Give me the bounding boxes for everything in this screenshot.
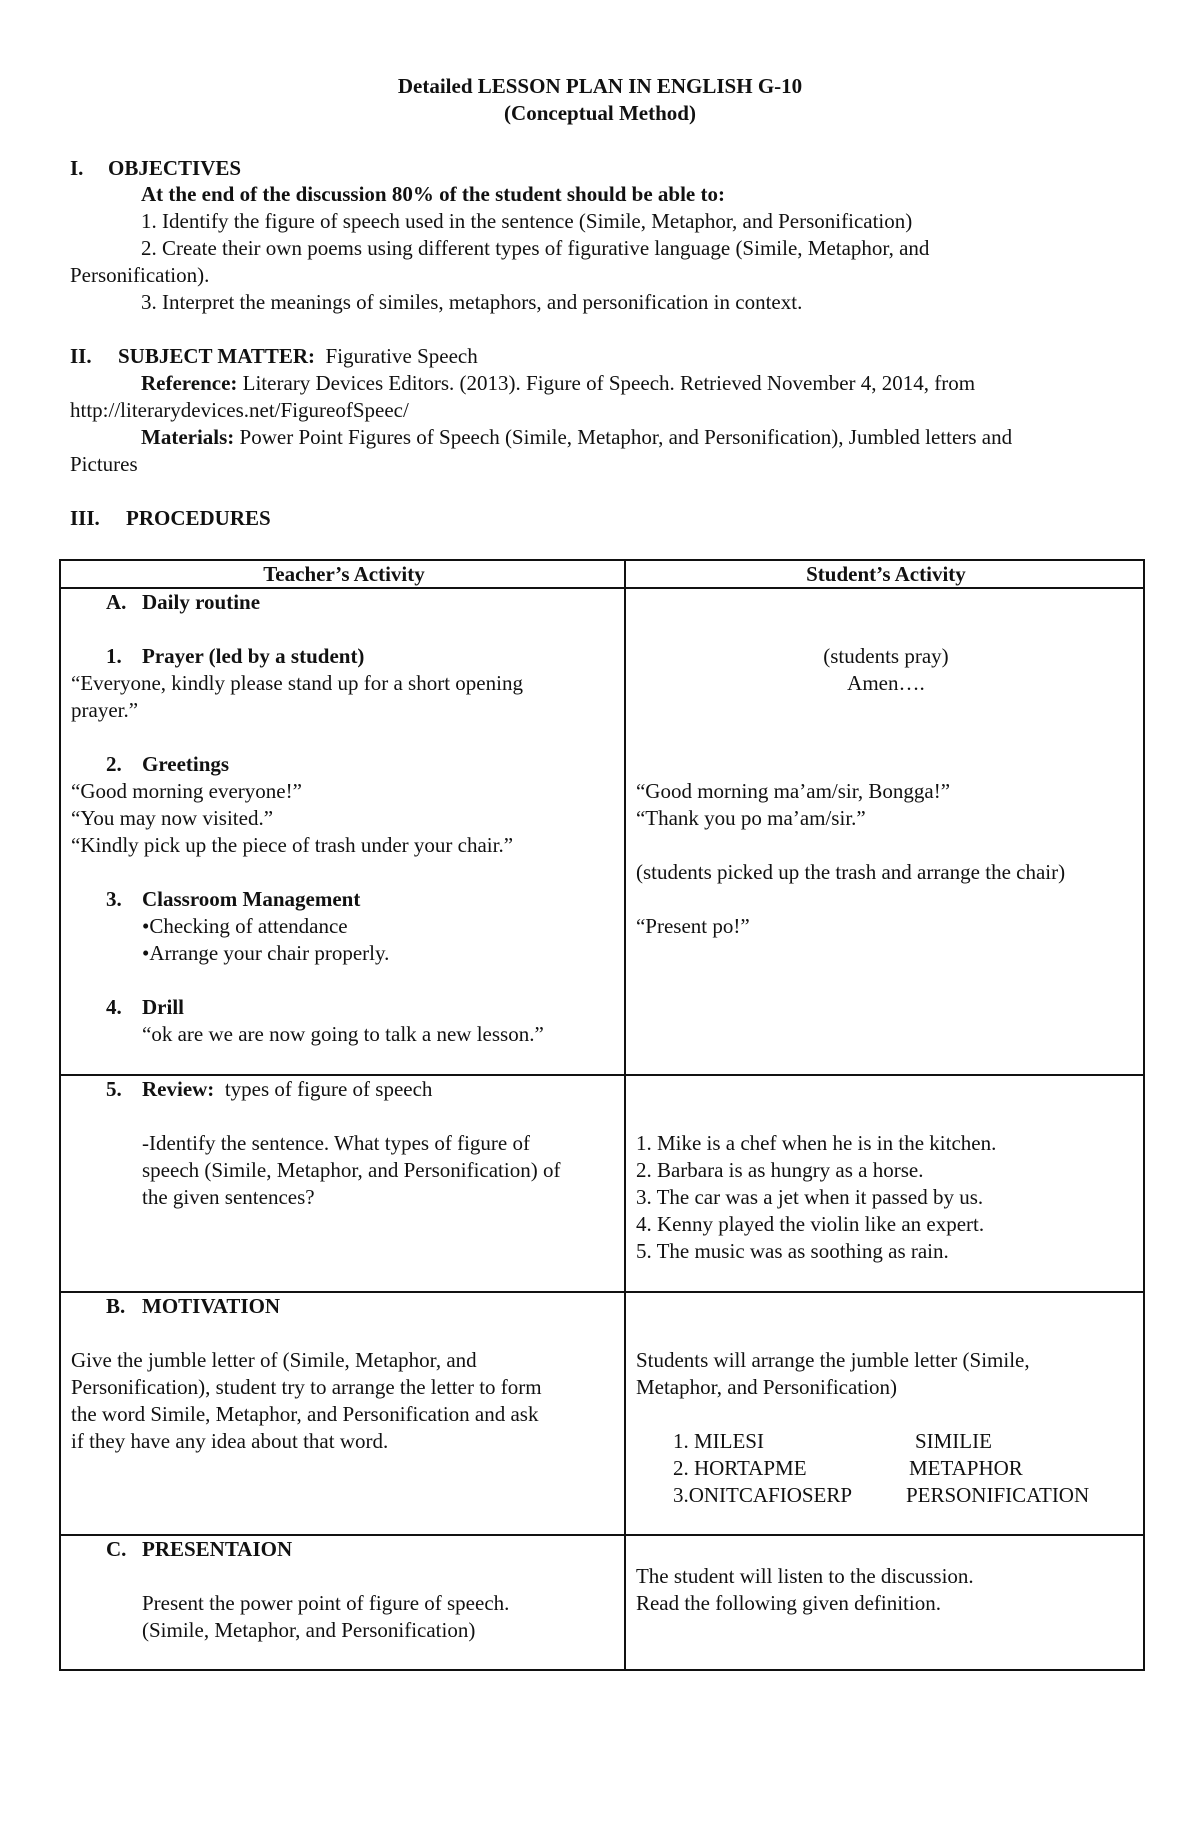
- review-desc-2: speech (Simile, Metaphor, and Personification) of: [142, 1158, 561, 1182]
- review-sentence-2: 2. Barbara is as hungry as a horse.: [635, 1158, 924, 1182]
- jumbled-scrambled-1: 1. MILESI: [672, 1429, 764, 1453]
- reference-line: [141, 370, 975, 397]
- review-sentence-1: 1. Mike is a chef when he is in the kitchen.: [635, 1131, 997, 1155]
- prayer-quote-cont: prayer.”: [71, 698, 139, 722]
- review-label: Review:: [142, 1077, 215, 1101]
- student-present: “Present po!”: [635, 914, 750, 938]
- section-numeral-procedures: III.: [70, 506, 100, 530]
- drill-line-1: “ok are we are now going to talk a new lesson.”: [142, 1022, 544, 1046]
- review-title: types of figure of speech: [224, 1077, 433, 1101]
- objective-item-3: 3. Interpret the meanings of similes, metaphors, and personification in context.: [141, 290, 803, 314]
- table-row-presentation: [60, 1535, 1144, 1670]
- jumbled-scrambled-2: 2. HORTAPME: [672, 1456, 807, 1480]
- presentation-teacher-1: Present the power point of figure of speech.: [142, 1591, 510, 1615]
- student-amen: Amen….: [847, 671, 925, 695]
- jumbled-scrambled-3: 3.ONITCAFIOSERP: [672, 1483, 853, 1507]
- daily-routine-title: Daily routine: [142, 590, 261, 614]
- motivation-teacher-1: Give the jumble letter of (Simile, Metaphor, and: [71, 1348, 477, 1372]
- table-header-row: [60, 560, 1144, 588]
- table-row-motivation: [60, 1292, 1144, 1535]
- motivation-letter: B.: [106, 1294, 126, 1318]
- student-trash: (students picked up the trash and arrange the chair): [635, 860, 1066, 884]
- greetings-line-2: “You may now visited.”: [71, 806, 274, 830]
- review-sentence-3: 3. The car was a jet when it passed by us.: [635, 1185, 984, 1209]
- prayer-quote: “Everyone, kindly please stand up for a short opening: [71, 671, 523, 695]
- procedures-table: [59, 559, 1145, 1671]
- subject-matter-heading: SUBJECT MATTER:: [118, 344, 316, 368]
- presentation-letter: C.: [106, 1537, 127, 1561]
- reference-text: Literary Devices Editors. (2013). Figure of Speech. Retrieved November 4, 2014, from: [242, 371, 976, 395]
- objectives-intro: At the end of the discussion 80% of the student should be able to:: [141, 182, 725, 206]
- student-pray: (students pray): [823, 644, 949, 668]
- materials-cont: Pictures: [70, 452, 138, 476]
- motivation-teacher-3: the word Simile, Metaphor, and Personification and ask: [71, 1402, 539, 1426]
- review-heading: [142, 1076, 432, 1103]
- greetings-line-1: “Good morning everyone!”: [71, 779, 302, 803]
- review-sentence-5: 5. The music was as soothing as rain.: [635, 1239, 949, 1263]
- classroom-line-2: •Arrange your chair properly.: [142, 941, 390, 965]
- review-num: 5.: [106, 1077, 122, 1101]
- materials-line: [141, 424, 1012, 451]
- motivation-teacher-2: Personification), student try to arrange the letter to form: [71, 1375, 542, 1399]
- section-heading-objectives: OBJECTIVES: [108, 156, 242, 180]
- objective-item-1: 1. Identify the figure of speech used in the sentence (Simile, Metaphor, and Personification): [141, 209, 913, 233]
- review-sentence-4: 4. Kenny played the violin like an expert.: [635, 1212, 985, 1236]
- motivation-student-2: Metaphor, and Personification): [635, 1375, 897, 1399]
- table-row-review: [60, 1075, 1144, 1292]
- greetings-num: 2.: [106, 752, 122, 776]
- classroom-title: Classroom Management: [142, 887, 361, 911]
- materials-text: Power Point Figures of Speech (Simile, Metaphor, and Personification), Jumbled letters and: [239, 425, 1013, 449]
- objective-item-2: 2. Create their own poems using different types of figurative language (Simile, Metaphor, and: [141, 236, 930, 260]
- table-row-daily-routine: [60, 588, 1144, 1075]
- drill-num: 4.: [106, 995, 122, 1019]
- presentation-student-1: The student will listen to the discussion.: [635, 1564, 974, 1588]
- subject-matter-line: [118, 343, 478, 370]
- section-heading-procedures: PROCEDURES: [126, 506, 271, 530]
- document-subtitle: (Conceptual Method): [504, 101, 696, 125]
- jumbled-answer-3: PERSONIFICATION: [905, 1483, 1090, 1507]
- student-greet-1: “Good morning ma’am/sir, Bongga!”: [635, 779, 951, 803]
- daily-routine-letter: A.: [106, 590, 127, 614]
- prayer-title: Prayer (led by a student): [142, 644, 365, 668]
- materials-label: Materials:: [141, 425, 235, 449]
- jumbled-answer-2: METAPHOR: [908, 1456, 1023, 1480]
- reference-label: Reference:: [141, 371, 238, 395]
- header-student-activity: Student’s Activity: [806, 562, 966, 586]
- motivation-student-1: Students will arrange the jumble letter (Simile,: [635, 1348, 1030, 1372]
- review-desc-1: -Identify the sentence. What types of figure of: [142, 1131, 530, 1155]
- classroom-num: 3.: [106, 887, 122, 911]
- subject-matter-value: Figurative Speech: [325, 344, 478, 368]
- header-teacher-activity: Teacher’s Activity: [263, 562, 425, 586]
- presentation-student-2: Read the following given definition.: [635, 1591, 941, 1615]
- greetings-title: Greetings: [142, 752, 230, 776]
- document-title: Detailed LESSON PLAN IN ENGLISH G-10: [397, 74, 803, 98]
- presentation-teacher-2: (Simile, Metaphor, and Personification): [142, 1618, 476, 1642]
- greetings-line-3: “Kindly pick up the piece of trash under your chair.”: [71, 833, 514, 857]
- review-desc-3: the given sentences?: [142, 1185, 315, 1209]
- objective-item-2-cont: Personification).: [70, 263, 210, 287]
- motivation-title: MOTIVATION: [142, 1294, 281, 1318]
- jumbled-answer-1: SIMILIE: [914, 1429, 992, 1453]
- presentation-title: PRESENTAION: [142, 1537, 293, 1561]
- motivation-teacher-4: if they have any idea about that word.: [71, 1429, 389, 1453]
- classroom-line-1: •Checking of attendance: [142, 914, 348, 938]
- drill-title: Drill: [142, 995, 184, 1019]
- reference-url: http://literarydevices.net/FigureofSpeec/: [70, 398, 409, 422]
- student-greet-2: “Thank you po ma’am/sir.”: [635, 806, 866, 830]
- prayer-num: 1.: [106, 644, 122, 668]
- section-numeral-subject: II.: [70, 344, 92, 368]
- section-numeral-objectives: I.: [70, 156, 84, 180]
